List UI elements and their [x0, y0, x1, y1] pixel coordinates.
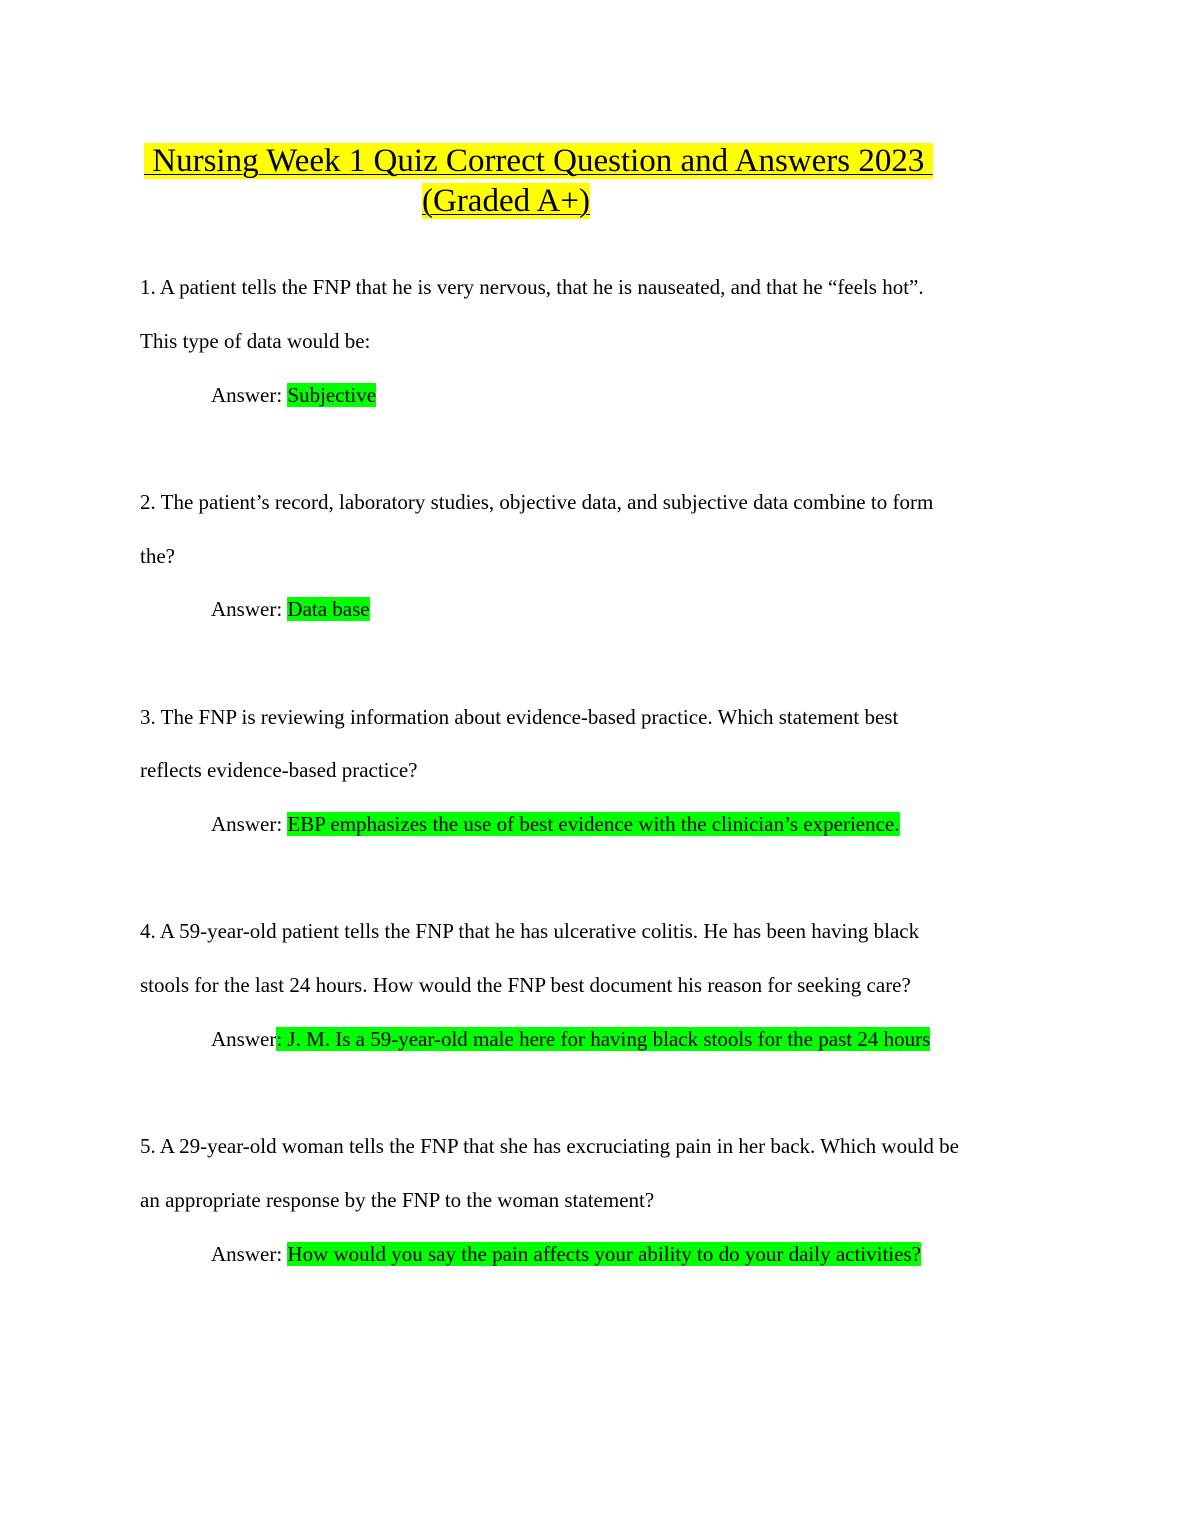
question-2-line-1: 2. The patient’s record, laboratory studies, objective data, and subjective data combine to form [140, 490, 934, 514]
answer-1-text: Subjective [287, 383, 377, 407]
answer-2-prefix: Answer: [211, 597, 288, 621]
question-5-line-1: 5. A 29-year-old woman tells the FNP that she has excruciating pain in her back. Which would be [140, 1134, 959, 1158]
answer-1-prefix: Answer: [211, 383, 288, 407]
question-1-line-2: This type of data would be: [140, 329, 371, 353]
answer-1 [211, 381, 376, 409]
question-3-line-1: 3. The FNP is reviewing information about evidence-based practice. Which statement best [140, 705, 899, 729]
answer-2-text: Data base [287, 597, 370, 621]
answer-3-prefix: Answer: [211, 812, 288, 836]
answer-4-text: : J. M. Is a 59-year-old male here for having black stools for the past 24 hours [276, 1027, 931, 1051]
question-5-line-2: an appropriate response by the FNP to the woman statement? [140, 1188, 655, 1212]
question-3-line-2: reflects evidence-based practice? [140, 758, 418, 782]
document-title-line-1 [144, 141, 933, 181]
question-4-line-1: 4. A 59-year-old patient tells the FNP that he has ulcerative colitis. He has been having black [140, 919, 920, 943]
answer-5-prefix: Answer: [211, 1242, 288, 1266]
title-highlight-2: (Graded A+) [422, 183, 590, 219]
answer-3-text: EBP emphasizes the use of best evidence with the clinician’s experience. [287, 812, 900, 836]
answer-5-text: How would you say the pain affects your ability to do your daily activities? [287, 1242, 921, 1266]
answer-2 [211, 595, 370, 623]
title-highlight-1: Nursing Week 1 Quiz Correct Question and Answers 2023 [144, 143, 933, 179]
document-title-line-2 [422, 181, 590, 221]
question-1-line-1: 1. A patient tells the FNP that he is very nervous, that he is nauseated, and that he “feels hot”. [140, 275, 924, 299]
answer-4 [211, 1025, 930, 1053]
question-4-line-2: stools for the last 24 hours. How would the FNP best document his reason for seeking care? [140, 973, 911, 997]
answer-4-prefix: Answer [211, 1027, 277, 1051]
answer-3 [211, 810, 900, 838]
answer-5 [211, 1240, 921, 1268]
question-2-line-2: the? [140, 544, 175, 568]
